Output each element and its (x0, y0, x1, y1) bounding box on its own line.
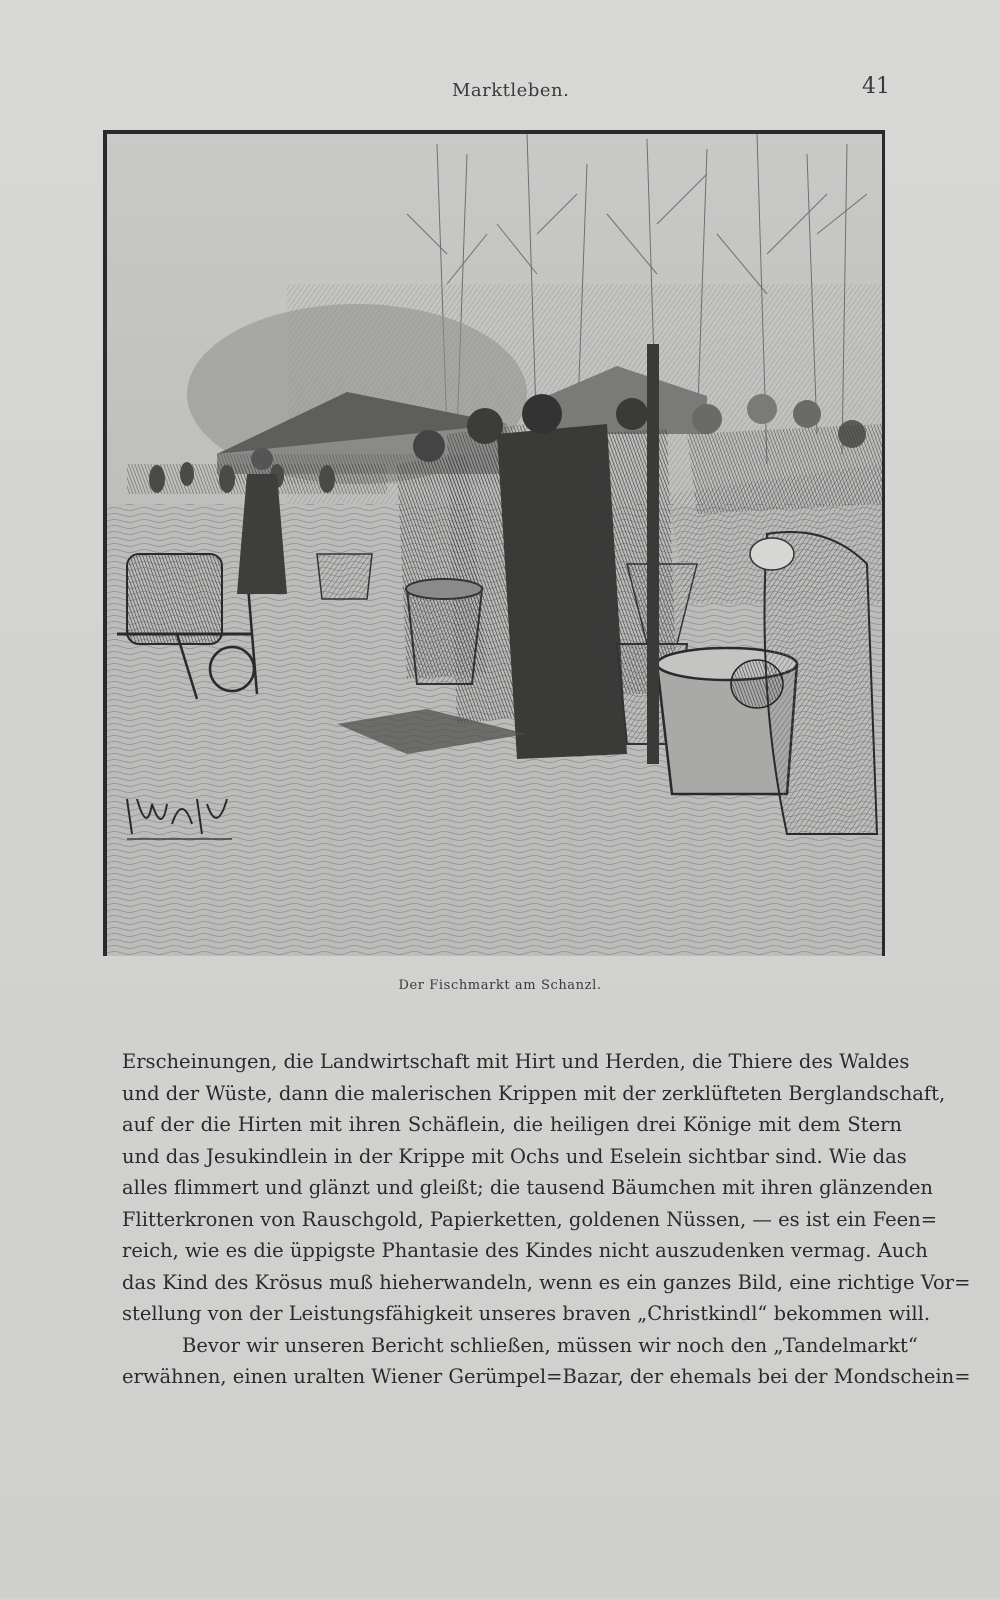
text-line-paragraph-start: Bevor wir unseren Bericht schließen, müssen wir noch den „Tandelmarkt“ (182, 1333, 918, 1357)
text-line: und das Jesukindlein in der Krippe mit Ochs und Eselein sichtbar sind. Wie das (122, 1144, 907, 1168)
text-line: alles flimmert und glänzt und gleißt; die tausend Bäumchen mit ihren glänzenden (122, 1176, 933, 1199)
text-line: das Kind des Krösus muß hieherwandeln, wenn es ein ganzes Bild, eine richtige Vor= (122, 1270, 971, 1294)
figure-caption: Der Fischmarkt am Schanzl. (398, 978, 602, 993)
text-line: Erscheinungen, die Landwirtschaft mit Hirt und Herden, die Thiere des Waldes (122, 1050, 910, 1073)
page-number: 41 (862, 74, 890, 99)
text-line: erwähnen, einen uralten Wiener Gerümpel=Bazar, der ehemals bei der Mondschein= (122, 1365, 971, 1388)
text-line: auf der die Hirten mit ihren Schäflein, die heiligen drei Könige mit dem Stern (122, 1113, 902, 1136)
running-head (0, 74, 1000, 114)
body-text (122, 1046, 971, 1393)
text-line: Flitterkronen von Rauschgold, Papierketten, goldenen Nüssen, — es ist ein Feen= (122, 1207, 938, 1231)
text-line: stellung von der Leistungsfähigkeit unseres braven „Christkindl“ bekommen will. (122, 1302, 931, 1325)
engraving-illustration (103, 130, 885, 956)
fish-market-engraving (107, 134, 882, 956)
text-line: reich, wie es die üppigste Phantasie des Kindes nicht auszudenken vermag. Auch (122, 1239, 928, 1262)
text-line: und der Wüste, dann die malerischen Krippen mit der zerklüfteten Berglandschaft, (122, 1081, 946, 1105)
running-title: Marktleben. (452, 80, 570, 101)
